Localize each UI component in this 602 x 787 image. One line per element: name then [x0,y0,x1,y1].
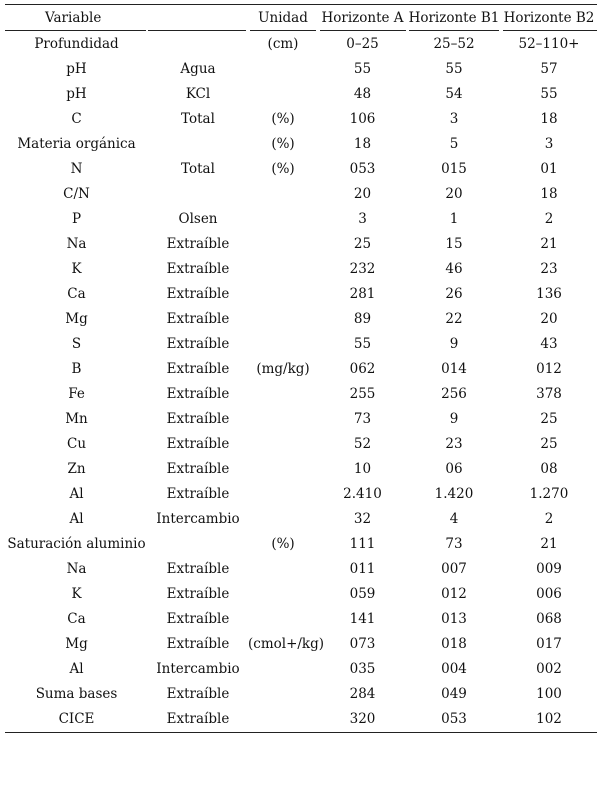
cell-horizon-b2: 006 [536,585,562,602]
cell-horizon-b1: 4 [449,510,459,527]
table-row [5,706,597,731]
header-variable: Variable [45,9,102,26]
cell-method: Intercambio [156,660,240,677]
table-row [5,81,597,106]
cell-method: Extraíble [166,610,230,627]
cell-variable: Fe [68,385,85,402]
cell-variable: Ca [67,285,86,302]
cell-variable: B [71,360,82,377]
cell-horizon-b1: 46 [445,260,463,277]
cell-horizon-a: 20 [353,185,372,202]
table-row [5,206,597,231]
cell-horizon-b1: 20 [445,185,463,202]
cell-horizon-b2: 009 [536,560,562,577]
cell-variable: Al [69,485,84,502]
cell-horizon-a: 281 [349,285,376,302]
cell-unit: (cm) [267,35,299,52]
cell-method: Extraíble [166,585,230,602]
cell-horizon-a: 52 [353,435,372,452]
cell-horizon-a: 073 [349,635,376,652]
cell-horizon-b1: 013 [441,610,467,627]
cell-method: Olsen [178,210,218,227]
cell-horizon-b1: 26 [445,285,463,302]
cell-horizon-b1: 9 [449,410,459,427]
cell-method: Extraíble [166,310,230,327]
table-header [5,4,597,30]
table-row [5,31,597,56]
header-rule [320,30,406,31]
cell-method: Intercambio [156,510,240,527]
cell-horizon-b2: 1.270 [529,485,569,502]
cell-horizon-b1: 9 [449,335,459,352]
cell-unit: (%) [271,110,295,127]
cell-horizon-b2: 23 [540,260,558,277]
cell-variable: Profundidad [34,35,119,52]
cell-horizon-b2: 55 [540,85,558,102]
soil-properties-table [5,4,597,733]
cell-variable: C [71,110,82,127]
cell-method: Extraíble [166,460,230,477]
header-unidad: Unidad [258,9,308,26]
table-row [5,456,597,481]
cell-horizon-b1: 3 [449,110,459,127]
cell-method: Extraíble [166,435,230,452]
cell-horizon-a: 73 [353,410,372,427]
table-row [5,381,597,406]
table-row [5,106,597,131]
cell-horizon-b2: 18 [540,110,558,127]
cell-unit: (%) [271,135,295,152]
cell-variable: K [71,585,82,602]
cell-horizon-b2: 102 [536,710,562,727]
cell-variable: Suma bases [35,685,118,702]
table-row [5,681,597,706]
cell-horizon-b2: 2 [544,510,554,527]
cell-unit: (%) [271,160,295,177]
table-row [5,531,597,556]
cell-method: Extraíble [166,285,230,302]
cell-horizon-b1: 55 [445,60,463,77]
cell-horizon-b1: 014 [441,360,467,377]
bottom-rule [5,732,597,733]
cell-horizon-a: 284 [349,685,376,702]
header-rule [503,30,597,31]
cell-horizon-b1: 018 [441,635,467,652]
cell-horizon-b2: 21 [540,535,558,552]
header-horizonte-b1: Horizonte B1 [408,9,500,26]
cell-horizon-b1: 053 [441,710,467,727]
header-rule [250,30,316,31]
cell-method: Extraíble [166,235,230,252]
cell-horizon-b1: 004 [441,660,467,677]
cell-horizon-b1: 15 [445,235,463,252]
cell-horizon-b1: 007 [441,560,467,577]
cell-horizon-b2: 136 [536,285,562,302]
cell-horizon-a: 255 [349,385,376,402]
cell-horizon-b1: 23 [445,435,463,452]
cell-horizon-b2: 100 [536,685,562,702]
table-row [5,281,597,306]
cell-variable: Mn [65,410,88,427]
cell-method: Extraíble [166,410,230,427]
cell-horizon-b1: 5 [449,135,459,152]
cell-variable: S [71,335,82,352]
cell-horizon-b2: 3 [544,135,554,152]
cell-method: Extraíble [166,260,230,277]
cell-horizon-b2: 068 [536,610,562,627]
header-rule [409,30,499,31]
cell-horizon-a: 232 [349,260,376,277]
table-row [5,606,597,631]
table-body [5,31,597,731]
cell-variable: Na [66,235,87,252]
cell-variable: Mg [65,310,88,327]
table-row [5,656,597,681]
cell-method: Extraíble [166,560,230,577]
table-row [5,406,597,431]
cell-method: Extraíble [166,685,230,702]
cell-horizon-b2: 20 [540,310,558,327]
cell-horizon-a: 053 [349,160,376,177]
header-rule [148,30,246,31]
cell-unit: (cmol+/kg) [248,635,325,652]
cell-variable: N [70,160,83,177]
cell-horizon-a: 011 [349,560,376,577]
table-row [5,56,597,81]
cell-horizon-a: 55 [353,60,372,77]
cell-horizon-a: 035 [349,660,376,677]
cell-horizon-a: 3 [358,210,367,227]
cell-method: Agua [180,60,216,77]
cell-horizon-b2: 01 [540,160,558,177]
table-row [5,331,597,356]
cell-variable: Ca [67,610,86,627]
table-row [5,506,597,531]
table-row [5,156,597,181]
cell-horizon-b2: 08 [540,460,558,477]
cell-variable: K [71,260,82,277]
cell-horizon-a: 18 [353,135,372,152]
cell-method: Extraíble [166,485,230,502]
cell-unit: (%) [271,535,295,552]
cell-variable: CICE [58,710,95,727]
cell-horizon-b2: 2 [544,210,554,227]
cell-variable: Materia orgánica [17,135,136,152]
cell-horizon-b2: 18 [540,185,558,202]
cell-horizon-a: 32 [353,510,372,527]
table-row [5,581,597,606]
cell-horizon-b1: 012 [441,585,467,602]
cell-horizon-b1: 1 [449,210,459,227]
cell-horizon-b2: 43 [540,335,558,352]
cell-method: Total [181,160,215,177]
table-row [5,231,597,256]
cell-method: Extraíble [166,385,230,402]
cell-variable: Cu [66,435,87,452]
cell-horizon-b2: 002 [536,660,562,677]
table-row [5,356,597,381]
cell-horizon-a: 059 [349,585,376,602]
cell-variable: Saturación aluminio [7,535,146,552]
cell-horizon-b2: 52–110+ [518,35,580,52]
cell-horizon-b2: 012 [536,360,562,377]
cell-horizon-b1: 049 [441,685,467,702]
header-horizonte-b2: Horizonte B2 [503,9,595,26]
cell-method: KCl [185,85,211,102]
cell-horizon-b1: 22 [445,310,463,327]
cell-variable: P [71,210,82,227]
table-row [5,431,597,456]
cell-horizon-b2: 378 [536,385,562,402]
cell-horizon-a: 0–25 [346,35,379,52]
cell-variable: Na [66,560,87,577]
header-horizonte-a: Horizonte A [321,9,404,26]
cell-horizon-a: 141 [349,610,376,627]
cell-horizon-b1: 1.420 [434,485,474,502]
cell-horizon-b2: 25 [540,410,558,427]
cell-variable: Al [69,660,84,677]
cell-horizon-a: 10 [353,460,372,477]
cell-method: Extraíble [166,710,230,727]
cell-horizon-b2: 21 [540,235,558,252]
table-row [5,631,597,656]
cell-variable: pH [66,85,87,102]
cell-horizon-b1: 256 [441,385,467,402]
cell-variable: C/N [63,185,90,202]
cell-method: Extraíble [166,335,230,352]
cell-horizon-a: 25 [353,235,372,252]
cell-horizon-a: 2.410 [343,485,382,502]
cell-horizon-a: 89 [353,310,372,327]
cell-method: Extraíble [166,635,230,652]
cell-variable: pH [66,60,87,77]
cell-horizon-b1: 06 [445,460,463,477]
cell-variable: Al [69,510,84,527]
cell-horizon-a: 48 [353,85,372,102]
table-row [5,556,597,581]
cell-horizon-b2: 017 [536,635,562,652]
cell-variable: Zn [67,460,86,477]
cell-horizon-b1: 54 [445,85,463,102]
table-row [5,256,597,281]
cell-horizon-b1: 015 [441,160,467,177]
cell-method: Total [181,110,215,127]
cell-horizon-b2: 57 [540,60,558,77]
table-row [5,181,597,206]
table-row [5,481,597,506]
cell-horizon-b1: 73 [445,535,463,552]
cell-horizon-a: 111 [349,535,376,552]
cell-variable: Mg [65,635,88,652]
header-rule [5,30,146,31]
cell-horizon-b1: 25–52 [433,35,475,52]
cell-method: Extraíble [166,360,230,377]
cell-horizon-a: 062 [349,360,376,377]
table-row [5,306,597,331]
cell-horizon-a: 55 [353,335,372,352]
cell-unit: (mg/kg) [256,360,310,377]
table-row [5,131,597,156]
cell-horizon-a: 106 [349,110,376,127]
cell-horizon-b2: 25 [540,435,558,452]
cell-horizon-a: 320 [349,710,376,727]
